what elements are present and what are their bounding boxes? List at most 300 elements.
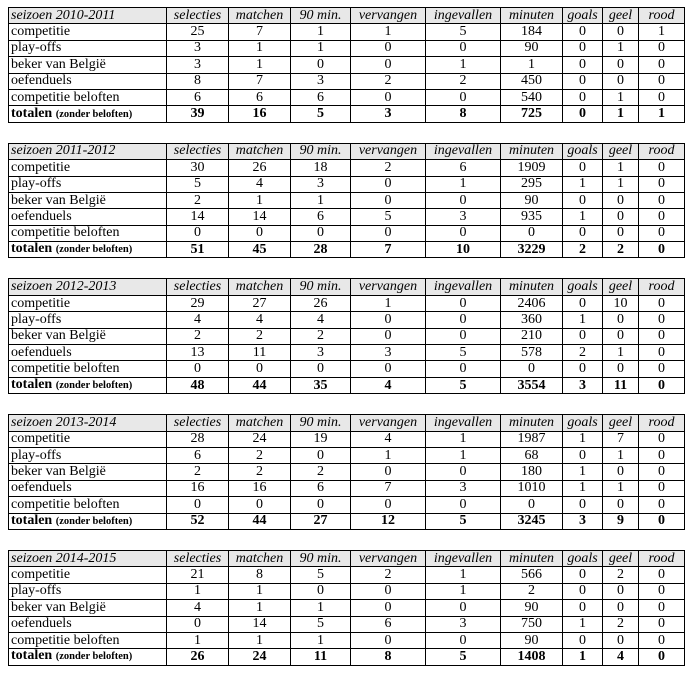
stat-cell: 1 — [501, 57, 563, 73]
stat-cell: 360 — [501, 312, 563, 328]
season-table — [8, 7, 685, 123]
stat-cell: 0 — [639, 464, 685, 480]
season-title: seizoen 2014-2015 — [9, 550, 167, 566]
header-row — [9, 279, 685, 295]
stat-cell: 19 — [291, 431, 351, 447]
total-cell: 12 — [351, 513, 426, 529]
stat-cell: 0 — [563, 567, 603, 583]
stat-cell: 11 — [229, 345, 291, 361]
column-header: vervangen — [351, 415, 426, 431]
stat-cell: 0 — [351, 40, 426, 56]
stat-cell: 90 — [501, 632, 563, 648]
stat-cell: 0 — [563, 632, 603, 648]
stat-cell: 0 — [351, 225, 426, 241]
category-label: beker van België — [9, 600, 167, 616]
stats-row — [9, 497, 685, 513]
total-cell: 5 — [426, 649, 501, 665]
stats-row — [9, 192, 685, 208]
stat-cell: 5 — [426, 24, 501, 40]
stat-cell: 1 — [603, 480, 639, 496]
stat-cell: 0 — [426, 312, 501, 328]
stat-cell: 26 — [291, 295, 351, 311]
stat-cell: 0 — [603, 464, 639, 480]
season-title: seizoen 2013-2014 — [9, 415, 167, 431]
stat-cell: 0 — [603, 24, 639, 40]
category-label: oefenduels — [9, 73, 167, 89]
column-header: geel — [603, 279, 639, 295]
total-cell: 9 — [603, 513, 639, 529]
total-cell: 3554 — [501, 377, 563, 393]
column-header: minuten — [501, 143, 563, 159]
season-title: seizoen 2011-2012 — [9, 143, 167, 159]
stat-cell: 0 — [639, 312, 685, 328]
total-cell: 3 — [351, 106, 426, 122]
category-label: competitie beloften — [9, 225, 167, 241]
stat-cell: 0 — [603, 73, 639, 89]
stat-cell: 1 — [229, 583, 291, 599]
stat-cell: 0 — [639, 616, 685, 632]
stat-cell: 0 — [639, 209, 685, 225]
stat-cell: 90 — [501, 192, 563, 208]
column-header: rood — [639, 415, 685, 431]
stat-cell: 10 — [603, 295, 639, 311]
stat-cell: 0 — [563, 89, 603, 105]
stat-cell: 0 — [603, 192, 639, 208]
column-header: rood — [639, 8, 685, 24]
season-table — [8, 143, 685, 259]
stat-cell: 30 — [167, 160, 229, 176]
stat-cell: 0 — [639, 57, 685, 73]
column-header: matchen — [229, 143, 291, 159]
stat-cell: 3 — [167, 57, 229, 73]
stat-cell: 0 — [603, 209, 639, 225]
category-label: oefenduels — [9, 345, 167, 361]
stat-cell: 5 — [351, 209, 426, 225]
total-cell: 8 — [426, 106, 501, 122]
stat-cell: 0 — [167, 497, 229, 513]
stat-cell: 0 — [426, 600, 501, 616]
stat-cell: 1 — [351, 24, 426, 40]
stat-cell: 566 — [501, 567, 563, 583]
totals-label — [9, 106, 167, 122]
stat-cell: 16 — [167, 480, 229, 496]
stat-cell: 1 — [563, 312, 603, 328]
stat-cell: 3 — [291, 345, 351, 361]
stat-cell: 1 — [229, 600, 291, 616]
stat-cell: 0 — [563, 583, 603, 599]
column-header: 90 min. — [291, 279, 351, 295]
column-header: minuten — [501, 8, 563, 24]
stat-cell: 0 — [291, 583, 351, 599]
stat-cell: 0 — [563, 24, 603, 40]
total-cell: 3 — [563, 377, 603, 393]
total-cell: 11 — [291, 649, 351, 665]
stat-cell: 0 — [603, 583, 639, 599]
stat-cell: 0 — [351, 57, 426, 73]
total-cell: 48 — [167, 377, 229, 393]
stat-cell: 4 — [167, 312, 229, 328]
stat-cell: 0 — [639, 567, 685, 583]
stat-cell: 8 — [229, 567, 291, 583]
stat-cell: 935 — [501, 209, 563, 225]
stat-cell: 0 — [639, 480, 685, 496]
total-cell: 3 — [563, 513, 603, 529]
total-cell: 0 — [639, 377, 685, 393]
total-cell: 3245 — [501, 513, 563, 529]
stat-cell: 0 — [563, 160, 603, 176]
stat-cell: 0 — [426, 632, 501, 648]
category-label: play-offs — [9, 312, 167, 328]
stat-cell: 0 — [229, 225, 291, 241]
column-header: minuten — [501, 415, 563, 431]
category-label: play-offs — [9, 583, 167, 599]
total-cell: 35 — [291, 377, 351, 393]
column-header: ingevallen — [426, 143, 501, 159]
stat-cell: 25 — [167, 24, 229, 40]
column-header: goals — [563, 279, 603, 295]
category-label: oefenduels — [9, 616, 167, 632]
stat-cell: 0 — [291, 57, 351, 73]
stats-row — [9, 447, 685, 463]
stat-cell: 0 — [603, 57, 639, 73]
stat-cell: 6 — [291, 209, 351, 225]
stat-cell: 2 — [351, 567, 426, 583]
stat-cell: 0 — [167, 225, 229, 241]
stat-cell: 6 — [167, 89, 229, 105]
column-header: goals — [563, 415, 603, 431]
column-header: vervangen — [351, 279, 426, 295]
stat-cell: 0 — [563, 447, 603, 463]
stat-cell: 0 — [603, 312, 639, 328]
total-cell: 4 — [351, 377, 426, 393]
season-title: seizoen 2012-2013 — [9, 279, 167, 295]
stat-cell: 2 — [291, 328, 351, 344]
stat-cell: 2406 — [501, 295, 563, 311]
stat-cell: 1 — [291, 600, 351, 616]
stat-cell: 2 — [603, 616, 639, 632]
stats-row — [9, 89, 685, 105]
stat-cell: 2 — [229, 447, 291, 463]
stat-cell: 6 — [229, 89, 291, 105]
stats-row — [9, 312, 685, 328]
stat-cell: 5 — [426, 345, 501, 361]
stat-cell: 750 — [501, 616, 563, 632]
header-row — [9, 550, 685, 566]
total-cell: 5 — [291, 106, 351, 122]
stat-cell: 0 — [563, 40, 603, 56]
stat-cell: 1 — [229, 40, 291, 56]
stats-row — [9, 567, 685, 583]
total-cell: 725 — [501, 106, 563, 122]
stat-cell: 0 — [563, 192, 603, 208]
stat-cell: 0 — [603, 632, 639, 648]
column-header: vervangen — [351, 143, 426, 159]
totals-row — [9, 377, 685, 393]
stat-cell: 1010 — [501, 480, 563, 496]
stat-cell: 0 — [603, 328, 639, 344]
stat-cell: 0 — [351, 464, 426, 480]
stat-cell: 3 — [426, 209, 501, 225]
stat-cell: 0 — [167, 616, 229, 632]
category-label: competitie — [9, 160, 167, 176]
header-row — [9, 143, 685, 159]
stats-row — [9, 361, 685, 377]
column-header: 90 min. — [291, 415, 351, 431]
totals-label — [9, 649, 167, 665]
stat-cell: 0 — [351, 632, 426, 648]
total-cell: 26 — [167, 649, 229, 665]
season-stats-tables — [8, 7, 684, 686]
totals-label — [9, 513, 167, 529]
stat-cell: 1 — [291, 192, 351, 208]
stat-cell: 3 — [291, 73, 351, 89]
stat-cell: 1 — [167, 632, 229, 648]
stat-cell: 1 — [563, 209, 603, 225]
column-header: ingevallen — [426, 8, 501, 24]
season-table — [8, 278, 685, 394]
stat-cell: 14 — [167, 209, 229, 225]
total-cell: 5 — [426, 513, 501, 529]
total-cell: 52 — [167, 513, 229, 529]
stats-row — [9, 40, 685, 56]
total-cell: 0 — [563, 106, 603, 122]
category-label: beker van België — [9, 57, 167, 73]
column-header: matchen — [229, 8, 291, 24]
category-label: play-offs — [9, 447, 167, 463]
stat-cell: 0 — [603, 225, 639, 241]
stats-row — [9, 583, 685, 599]
totals-row — [9, 649, 685, 665]
totals-note: (zonder beloften) — [55, 108, 133, 120]
stats-row — [9, 345, 685, 361]
stat-cell: 0 — [639, 176, 685, 192]
stat-cell: 1 — [603, 345, 639, 361]
stat-cell: 13 — [167, 345, 229, 361]
stat-cell: 0 — [639, 583, 685, 599]
stat-cell: 2 — [229, 464, 291, 480]
total-cell: 45 — [229, 242, 291, 258]
stat-cell: 0 — [563, 73, 603, 89]
stats-row — [9, 600, 685, 616]
stat-cell: 1 — [426, 447, 501, 463]
stat-cell: 0 — [563, 295, 603, 311]
category-label: oefenduels — [9, 480, 167, 496]
total-cell: 16 — [229, 106, 291, 122]
column-header: vervangen — [351, 8, 426, 24]
category-label: competitie beloften — [9, 632, 167, 648]
stat-cell: 7 — [603, 431, 639, 447]
total-cell: 1408 — [501, 649, 563, 665]
column-header: minuten — [501, 550, 563, 566]
stat-cell: 0 — [639, 295, 685, 311]
stat-cell: 6 — [351, 616, 426, 632]
stats-row — [9, 480, 685, 496]
total-cell: 44 — [229, 377, 291, 393]
stat-cell: 1 — [351, 295, 426, 311]
total-cell: 11 — [603, 377, 639, 393]
total-cell: 39 — [167, 106, 229, 122]
stat-cell: 0 — [563, 57, 603, 73]
stat-cell: 1 — [563, 464, 603, 480]
total-cell: 1 — [603, 106, 639, 122]
stat-cell: 90 — [501, 40, 563, 56]
column-header: selecties — [167, 279, 229, 295]
stat-cell: 90 — [501, 600, 563, 616]
stat-cell: 0 — [639, 431, 685, 447]
stat-cell: 1 — [563, 176, 603, 192]
stat-cell: 14 — [229, 616, 291, 632]
stat-cell: 2 — [167, 192, 229, 208]
stats-row — [9, 209, 685, 225]
totals-note: (zonder beloften) — [55, 651, 133, 663]
category-label: oefenduels — [9, 209, 167, 225]
stat-cell: 0 — [351, 192, 426, 208]
category-label: beker van België — [9, 464, 167, 480]
stat-cell: 4 — [167, 600, 229, 616]
category-label: play-offs — [9, 176, 167, 192]
stat-cell: 0 — [291, 225, 351, 241]
stat-cell: 1 — [426, 583, 501, 599]
stat-cell: 3 — [291, 176, 351, 192]
totals-label — [9, 377, 167, 393]
stats-row — [9, 73, 685, 89]
category-label: beker van België — [9, 192, 167, 208]
column-header: ingevallen — [426, 415, 501, 431]
total-cell: 1 — [563, 649, 603, 665]
stat-cell: 0 — [351, 600, 426, 616]
stat-cell: 1 — [229, 57, 291, 73]
stat-cell: 1 — [603, 160, 639, 176]
category-label: competitie — [9, 431, 167, 447]
stat-cell: 0 — [639, 600, 685, 616]
stat-cell: 184 — [501, 24, 563, 40]
stat-cell: 0 — [563, 328, 603, 344]
stats-row — [9, 632, 685, 648]
stat-cell: 295 — [501, 176, 563, 192]
column-header: matchen — [229, 415, 291, 431]
stat-cell: 4 — [291, 312, 351, 328]
category-label: competitie — [9, 295, 167, 311]
stat-cell: 0 — [563, 600, 603, 616]
stat-cell: 0 — [351, 312, 426, 328]
stats-row — [9, 295, 685, 311]
stat-cell: 1 — [426, 57, 501, 73]
stat-cell: 0 — [639, 447, 685, 463]
total-cell: 28 — [291, 242, 351, 258]
column-header: rood — [639, 279, 685, 295]
stat-cell: 0 — [351, 583, 426, 599]
stat-cell: 0 — [603, 497, 639, 513]
total-cell: 8 — [351, 649, 426, 665]
stat-cell: 0 — [639, 192, 685, 208]
category-label: beker van België — [9, 328, 167, 344]
column-header: rood — [639, 550, 685, 566]
total-cell: 1 — [639, 106, 685, 122]
stat-cell: 0 — [351, 328, 426, 344]
stat-cell: 0 — [291, 361, 351, 377]
category-label: competitie — [9, 24, 167, 40]
total-cell: 27 — [291, 513, 351, 529]
stat-cell: 0 — [426, 225, 501, 241]
stat-cell: 6 — [167, 447, 229, 463]
stat-cell: 16 — [229, 480, 291, 496]
stat-cell: 1 — [563, 431, 603, 447]
stat-cell: 4 — [229, 312, 291, 328]
season-table — [8, 550, 685, 666]
stat-cell: 1 — [229, 192, 291, 208]
stat-cell: 1 — [351, 447, 426, 463]
stat-cell: 3 — [167, 40, 229, 56]
stat-cell: 0 — [426, 361, 501, 377]
stats-row — [9, 160, 685, 176]
stat-cell: 1987 — [501, 431, 563, 447]
stat-cell: 0 — [426, 192, 501, 208]
total-cell: 0 — [639, 242, 685, 258]
stat-cell: 1 — [426, 176, 501, 192]
stat-cell: 0 — [639, 497, 685, 513]
column-header: selecties — [167, 8, 229, 24]
total-cell: 10 — [426, 242, 501, 258]
stat-cell: 7 — [229, 24, 291, 40]
totals-note: (zonder beloften) — [55, 515, 133, 527]
column-header: goals — [563, 143, 603, 159]
stat-cell: 0 — [426, 464, 501, 480]
stat-cell: 450 — [501, 73, 563, 89]
stat-cell: 2 — [229, 328, 291, 344]
stat-cell: 1 — [639, 24, 685, 40]
column-header: ingevallen — [426, 550, 501, 566]
stat-cell: 0 — [639, 160, 685, 176]
stat-cell: 1 — [563, 480, 603, 496]
stats-row — [9, 328, 685, 344]
stat-cell: 2 — [291, 464, 351, 480]
total-cell: 0 — [639, 513, 685, 529]
stat-cell: 210 — [501, 328, 563, 344]
column-header: geel — [603, 550, 639, 566]
stat-cell: 2 — [351, 160, 426, 176]
column-header: matchen — [229, 550, 291, 566]
stats-row — [9, 431, 685, 447]
stat-cell: 1 — [167, 583, 229, 599]
stat-cell: 21 — [167, 567, 229, 583]
stat-cell: 1 — [603, 40, 639, 56]
column-header: goals — [563, 550, 603, 566]
total-cell: 5 — [426, 377, 501, 393]
stat-cell: 0 — [351, 361, 426, 377]
header-row — [9, 415, 685, 431]
stat-cell: 7 — [229, 73, 291, 89]
stat-cell: 8 — [167, 73, 229, 89]
stat-cell: 1909 — [501, 160, 563, 176]
stat-cell: 0 — [351, 497, 426, 513]
totals-row — [9, 242, 685, 258]
stat-cell: 0 — [501, 497, 563, 513]
stat-cell: 1 — [563, 616, 603, 632]
stat-cell: 180 — [501, 464, 563, 480]
column-header: geel — [603, 143, 639, 159]
totals-note: (zonder beloften) — [55, 244, 133, 256]
stat-cell: 3 — [351, 345, 426, 361]
stat-cell: 0 — [639, 632, 685, 648]
stats-row — [9, 176, 685, 192]
stat-cell: 1 — [291, 24, 351, 40]
stat-cell: 1 — [603, 176, 639, 192]
column-header: 90 min. — [291, 8, 351, 24]
column-header: geel — [603, 8, 639, 24]
stat-cell: 24 — [229, 431, 291, 447]
stat-cell: 0 — [351, 89, 426, 105]
column-header: 90 min. — [291, 143, 351, 159]
